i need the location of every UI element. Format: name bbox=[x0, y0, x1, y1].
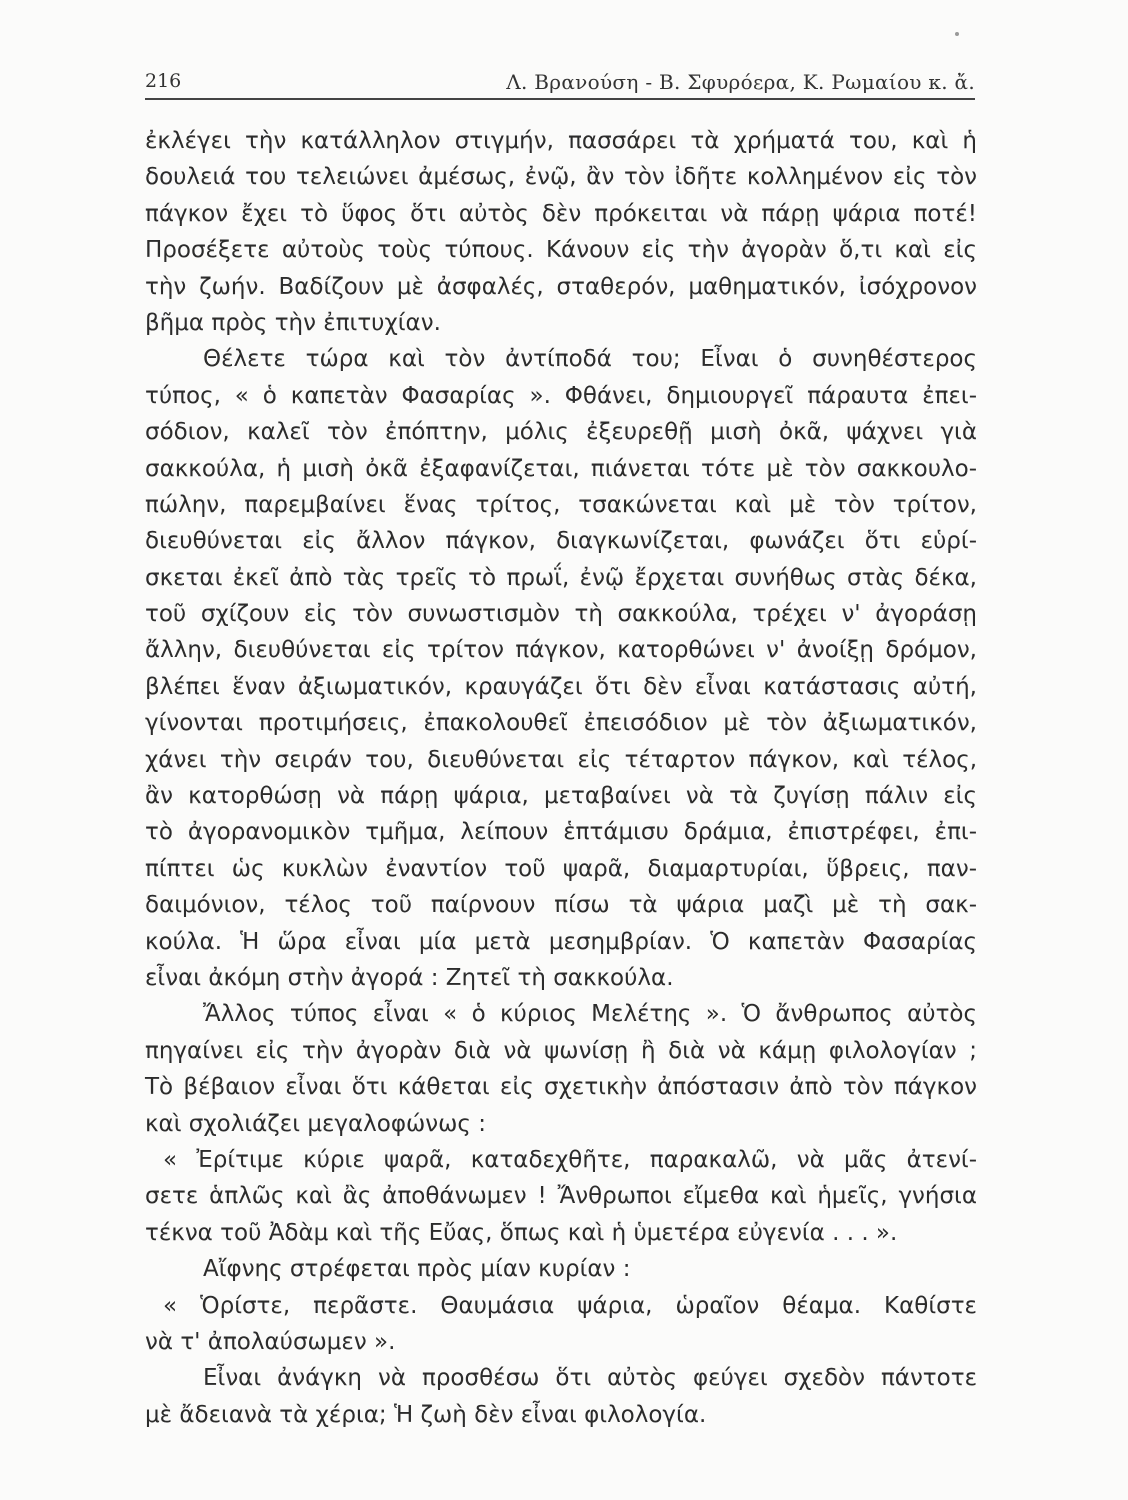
header-rule bbox=[145, 98, 975, 100]
text-line: πηγαίνει εἰς τὴν ἀγορὰν διὰ νὰ ψωνίσῃ ἢ διὰ νὰ κάμῃ φιλολογίαν ; bbox=[145, 1037, 977, 1064]
running-head: Λ. Βρανούση - Β. Σφυρόερα, Κ. Ρωμαίου κ. ἄ. bbox=[506, 70, 975, 94]
text-line: κούλα. Ἡ ὥρα εἶναι μία μετὰ μεσημβρίαν. Ὁ καπετὰν Φασαρίας bbox=[145, 928, 977, 955]
text-line: μὲ ἄδειανὰ τὰ χέρια; Ἡ ζωὴ δὲν εἶναι φιλολογία. bbox=[145, 1401, 707, 1428]
page-number: 216 bbox=[145, 70, 182, 92]
text-line: Τὸ βέβαιον εἶναι ὅτι κάθεται εἰς σχετικὴν ἀπόστασιν ἀπὸ τὸν πάγκον bbox=[145, 1074, 977, 1101]
text-line: ἐκλέγει τὴν κατάλληλον στιγμήν, πασσάρει τὰ χρήματά του, καὶ ἡ bbox=[145, 128, 977, 154]
text-line: Εἶναι ἀνάγκη νὰ προσθέσω ὅτι αὐτὸς φεύγει σχεδὸν πάντοτε bbox=[203, 1365, 977, 1392]
text-line: εἶναι ἀκόμη στὴν ἀγορά : Ζητεῖ τὴ σακκούλα. bbox=[145, 964, 674, 991]
text-line: « Ὁρίστε, περᾶστε. Θαυμάσια ψάρια, ὡραῖον θέαμα. Καθίστε bbox=[163, 1292, 977, 1319]
text-line: πάγκον ἔχει τὸ ὕφος ὅτι αὐτὸς δὲν πρόκειται νὰ πάρῃ ψάρια ποτέ! bbox=[145, 200, 977, 227]
text-line: πώλην, παρεμβαίνει ἕνας τρίτος, τσακώνεται καὶ μὲ τὸν τρίτον, bbox=[145, 491, 977, 518]
text-line: Θέλετε τώρα καὶ τὸν ἀντίποδά του; Εἶναι ὁ συνηθέστερος bbox=[203, 346, 977, 373]
text-line: σακκούλα, ἡ μισὴ ὀκᾶ ἐξαφανίζεται, πιάνεται τότε μὲ τὸν σακκουλο- bbox=[145, 455, 977, 482]
text-line: βλέπει ἕναν ἀξιωματικόν, κραυγάζει ὅτι δὲν εἶναι κατάστασις αὐτή, bbox=[145, 673, 977, 700]
text-line: δουλειά του τελειώνει ἀμέσως, ἐνῷ, ἂν τὸν ἰδῆτε κολλημένον εἰς τὸν bbox=[145, 164, 977, 191]
text-line: νὰ τ' ἀπολαύσωμεν ». bbox=[145, 1328, 396, 1355]
text-line: σόδιον, καλεῖ τὸν ἐπόπτην, μόλις ἐξευρεθῇ μισὴ ὀκᾶ, ψάχνει γιὰ bbox=[145, 419, 977, 446]
text-line: τύπος, « ὁ καπετὰν Φασαρίας ». Φθάνει, δημιουργεῖ πάραυτα ἐπει- bbox=[145, 382, 977, 409]
body-text bbox=[145, 123, 977, 1433]
text-line: ἂν κατορθώσῃ νὰ πάρῃ ψάρια, μεταβαίνει νὰ τὰ ζυγίσῃ πάλιν εἰς bbox=[145, 783, 977, 810]
text-line: δαιμόνιον, τέλος τοῦ παίρνουν πίσω τὰ ψάρια μαζὶ μὲ τὴ σακ- bbox=[145, 892, 977, 919]
page-header bbox=[145, 70, 975, 100]
text-line: ἄλλην, διευθύνεται εἰς τρίτον πάγκον, κατορθώνει ν' ἀνοίξῃ δρόμον, bbox=[145, 637, 977, 664]
text-line: διευθύνεται εἰς ἄλλον πάγκον, διαγκωνίζεται, φωνάζει ὅτι εὑρί- bbox=[145, 528, 977, 555]
text-line: Αἴφνης στρέφεται πρὸς μίαν κυρίαν : bbox=[203, 1256, 631, 1283]
text-line: γίνονται προτιμήσεις, ἐπακολουθεῖ ἐπεισόδιον μὲ τὸν ἀξιωματικόν, bbox=[145, 710, 977, 737]
text-line: πίπτει ὡς κυκλὼν ἐναντίον τοῦ ψαρᾶ, διαμαρτυρίαι, ὕβρεις, παν- bbox=[145, 855, 977, 882]
speck bbox=[955, 32, 959, 36]
text-line: τὴν ζωήν. Βαδίζουν μὲ ἀσφαλές, σταθερόν, μαθηματικόν, ἰσόχρονον bbox=[145, 273, 977, 300]
text-line: τὸ ἀγορανομικὸν τμῆμα, λείπουν ἑπτάμισυ δράμια, ἐπιστρέφει, ἐπι- bbox=[145, 819, 977, 846]
text-line: σκεται ἐκεῖ ἀπὸ τὰς τρεῖς τὸ πρωΐ, ἐνῷ ἔρχεται συνήθως στὰς δέκα, bbox=[145, 564, 977, 591]
text-line: « Ἐρίτιμε κύριε ψαρᾶ, καταδεχθῆτε, παρακαλῶ, νὰ μᾶς ἀτενί- bbox=[163, 1146, 977, 1173]
text-line: βῆμα πρὸς τὴν ἐπιτυχίαν. bbox=[145, 309, 441, 336]
text-line: τέκνα τοῦ Ἀδὰμ καὶ τῆς Εὔας, ὅπως καὶ ἡ ὑμετέρα εὐγενία . . . ». bbox=[145, 1219, 898, 1246]
text-line: Ἄλλος τύπος εἶναι « ὁ κύριος Μελέτης ». Ὁ ἄνθρωπος αὐτὸς bbox=[203, 1001, 977, 1028]
text-line: τοῦ σχίζουν εἰς τὸν συνωστισμὸν τὴ σακκούλα, τρέχει ν' ἀγοράσῃ bbox=[145, 601, 977, 628]
text-line: καὶ σχολιάζει μεγαλοφώνως : bbox=[145, 1110, 486, 1137]
text-line: σετε ἁπλῶς καὶ ἂς ἀποθάνωμεν ! Ἄνθρωποι εἴμεθα καὶ ἡμεῖς, γνήσια bbox=[145, 1183, 977, 1210]
text-line: Προσέξετε αὐτοὺς τοὺς τύπους. Κάνουν εἰς τὴν ἀγορὰν ὅ,τι καὶ εἰς bbox=[145, 237, 977, 264]
text-line: χάνει τὴν σειράν του, διευθύνεται εἰς τέταρτον πάγκον, καὶ τέλος, bbox=[145, 746, 977, 773]
